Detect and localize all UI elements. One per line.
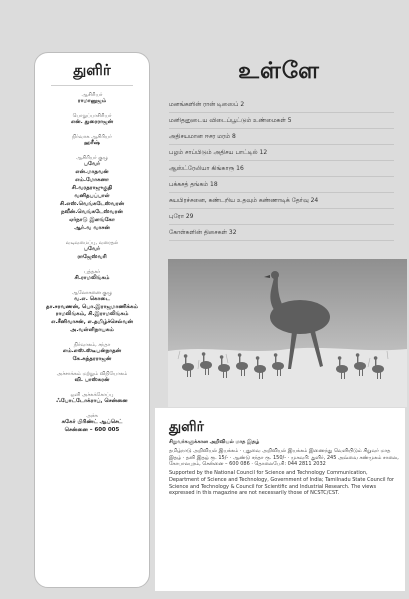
credit-name: சி.வரதராஜுகுதி: [71, 184, 113, 191]
credit-role: அச்சு: [86, 413, 98, 420]
credit-block: [41, 269, 143, 283]
credit-name: வ.எ. கொடை: [74, 295, 110, 302]
credit-name: சி.எஸ்.வெங்கடேஸ்வரன்: [59, 200, 125, 207]
credit-name: பவேர்: [83, 245, 101, 252]
toc-item[interactable]: மனிதனுடைய விடைப்பூட்டும் உண்மைகள் 5: [169, 113, 394, 129]
credit-name: சென்னை – 600 005: [64, 427, 120, 434]
credit-role: புத்தகர்: [83, 268, 101, 275]
footer-english-text: Supported by the National Council for Science and Technology Communication, Department of Science and Technology, Government of India; Tamilnadu State Council for Science and Technology & Council for Scientific and Industrial Research. The views expressed in this magazine are not necessarily those of NCSTC/CST.: [169, 470, 394, 497]
footer-lead: சிறுவர்களுக்கான அறிவியல் மாத இதழ்: [169, 439, 260, 445]
credit-block: [41, 240, 143, 262]
credit-name: என்.மாதவன்: [75, 168, 109, 175]
credits-panel: [34, 52, 150, 588]
credit-name: அ.வள்ளிநாயகம்: [70, 327, 114, 334]
credit-block: [41, 134, 143, 148]
sidebar-brand: துளிர்: [73, 61, 111, 79]
credit-role: ஆசிரியர் குழு: [75, 154, 109, 161]
footer-brand: துளிர்: [169, 419, 204, 435]
credit-role: பொறுப்பாசிரியர்: [72, 112, 112, 119]
credit-name: என். துரைராஜன்: [70, 118, 114, 125]
credit-name: சுகேர் பிரிண்ட் ஆப்செட்: [61, 419, 123, 426]
credits-list: [41, 92, 143, 435]
credit-block: [41, 92, 143, 106]
toc-item[interactable]: சுயபிரச்சனை, கண்டறிய உதவும் கண்ணாடிக் தேர்வு 24: [169, 193, 394, 209]
credit-name: ஹரீஷ்: [84, 139, 100, 146]
toc-item[interactable]: கோள்களின் திசைகள் 32: [169, 225, 394, 241]
credit-block: [41, 155, 143, 233]
footer-tamil-text: தமிழ்நாடு அறிவியல் இயக்கம் · புதுவை அறிவியல் இயக்கம் இணைந்து வெளியிடும் சிறுவர் மாத இதழ் · தனி இதழ் ரூ. 15/- · ஆண்டு சந்தா ரூ. 150/- · முகவரி: துளிர், 245 அவ்வை சண்முகம் சாலை, கோபாலபுரம், சென்னை – 600 086 · தொலைபேசி: 044 2811 2032: [169, 447, 399, 468]
credit-role: அச்சாக்கம் மற்றும் விநியோகம்: [56, 371, 128, 378]
credit-block: [41, 371, 143, 385]
toc-item[interactable]: பக்கசத் தங்கம் 18: [169, 177, 394, 193]
credit-role: ஆசிரியர்: [81, 92, 103, 98]
credit-name: சி.ராமலிங்கம்: [74, 274, 110, 281]
toc-item[interactable]: மனங்களின் ரான் டிஸைப் 2: [169, 97, 394, 113]
ostrich-illustration: [168, 259, 407, 407]
toc-item[interactable]: ஆஸ்ட்ரேலியா கிங்காரூ 16: [169, 161, 394, 177]
credit-name: பவேர்: [83, 160, 101, 167]
contents-title: உள்ளே: [238, 57, 320, 84]
credit-name: ஏர்நாடு இளங்கோ: [69, 216, 115, 223]
credit-name: வி. பாஸ்கரன்: [74, 377, 110, 384]
credit-name: ஃபோட்டோக்ராப், சென்னை: [56, 398, 128, 405]
credit-name: ராஜேஸ்வரி: [77, 253, 107, 260]
credit-name: ராமானுஜம்: [77, 98, 107, 104]
table-of-contents: [169, 97, 394, 241]
credit-role: ஒளி அச்சுக்கோப்பு: [70, 392, 114, 399]
credit-name: தா.சரவணன், பொ.இராஜமாணிக்கம்: [46, 303, 138, 310]
credit-block: [41, 113, 143, 127]
credit-name: எம்.எஸ்.ஸ்டீபன்நாதன்: [62, 348, 122, 355]
credit-name: ராமலிங்கம், சி.இராமலிங்கம்: [55, 311, 129, 318]
credit-name: எ.சீனிவாசன், எ.தமிழ்ச்செல்வன்: [51, 319, 133, 326]
credit-block: [41, 342, 143, 364]
credit-block: [41, 413, 143, 435]
credit-role: ஆலோசனை குழு: [71, 289, 113, 296]
credit-name: நவீன்.வெங்கடேஸ்வரன்: [61, 208, 123, 215]
toc-item[interactable]: பழம் சாப்பிடும் அதிசய பாட்டில் 12: [169, 145, 394, 161]
credit-name: வனிதபப்பாள்: [74, 192, 110, 199]
masthead-footer: [155, 408, 405, 591]
credit-role: நிர்வாக ஆசிரியர்: [72, 133, 112, 140]
toc-item[interactable]: அதிசயமான ஈசர மரம் 8: [169, 129, 394, 145]
credit-block: [41, 392, 143, 406]
credit-name: ஆர்.வ வாசன்: [74, 224, 110, 231]
credit-name: எம்.மோகனா: [75, 176, 109, 183]
credit-role: வடிவமைப்பு, வரைதல்: [65, 239, 119, 246]
ostrich-photo: [168, 259, 407, 407]
credit-name: கே.சுந்தரராஜன்: [72, 356, 112, 363]
credit-block: [41, 290, 143, 336]
credit-role: நிர்வாகம், சந்தா: [73, 342, 111, 349]
footer-publication-info: [169, 439, 399, 497]
sidebar-divider: [51, 85, 133, 86]
toc-item[interactable]: புரோ 29: [169, 209, 394, 225]
